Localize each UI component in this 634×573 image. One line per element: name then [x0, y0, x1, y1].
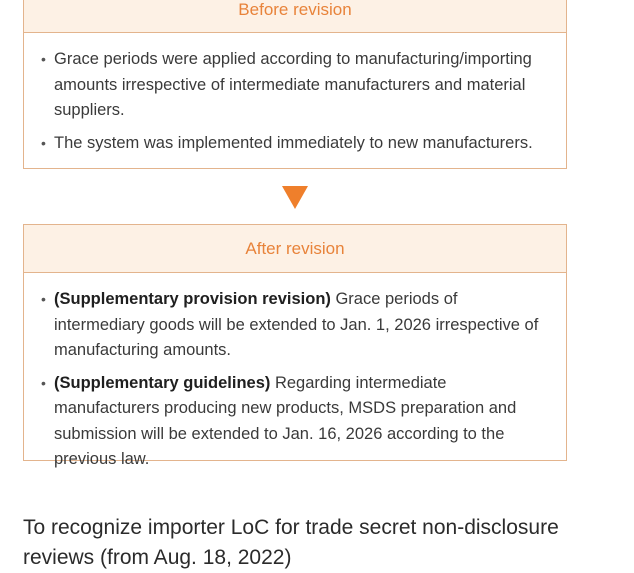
item-lead: (Supplementary provision revision) — [54, 290, 331, 308]
item-lead: (Supplementary guidelines) — [54, 373, 271, 392]
before-revision-title: Before revision — [24, 0, 566, 33]
after-revision-box — [23, 224, 567, 468]
item-text: Grace periods of intermediary goods will be extended to Jan. 1, 2026 irrespective of manufacturing amounts. — [54, 290, 539, 359]
list-item — [40, 47, 550, 124]
before-revision-box — [23, 0, 567, 169]
item-text: Grace periods were applied according to manufacturing/importing amounts irrespective of intermediate manufacturers and material suppliers. — [54, 50, 532, 119]
bullet-icon: • — [41, 51, 46, 67]
arrow-down-icon — [282, 186, 308, 209]
item-text: The system was implemented immediately to new manufacturers. — [54, 133, 533, 152]
after-revision-title: After revision — [24, 225, 566, 273]
bullet-icon: • — [41, 134, 46, 151]
list-item — [40, 287, 550, 364]
after-revision-list — [24, 273, 566, 473]
before-revision-list — [24, 33, 566, 156]
item-text: Regarding intermediate manufacturers producing new products, MSDS preparation and submission will be extended to Jan. 16, 2026 according to the previous law. — [54, 373, 517, 468]
bullet-icon: • — [41, 374, 46, 391]
section-heading-text: To recognize importer LoC for trade secret non-disclosure reviews (from Aug. 18, 2022) — [23, 516, 559, 569]
list-item — [40, 131, 550, 157]
list-item — [40, 371, 550, 473]
bullet-icon: • — [41, 291, 46, 307]
